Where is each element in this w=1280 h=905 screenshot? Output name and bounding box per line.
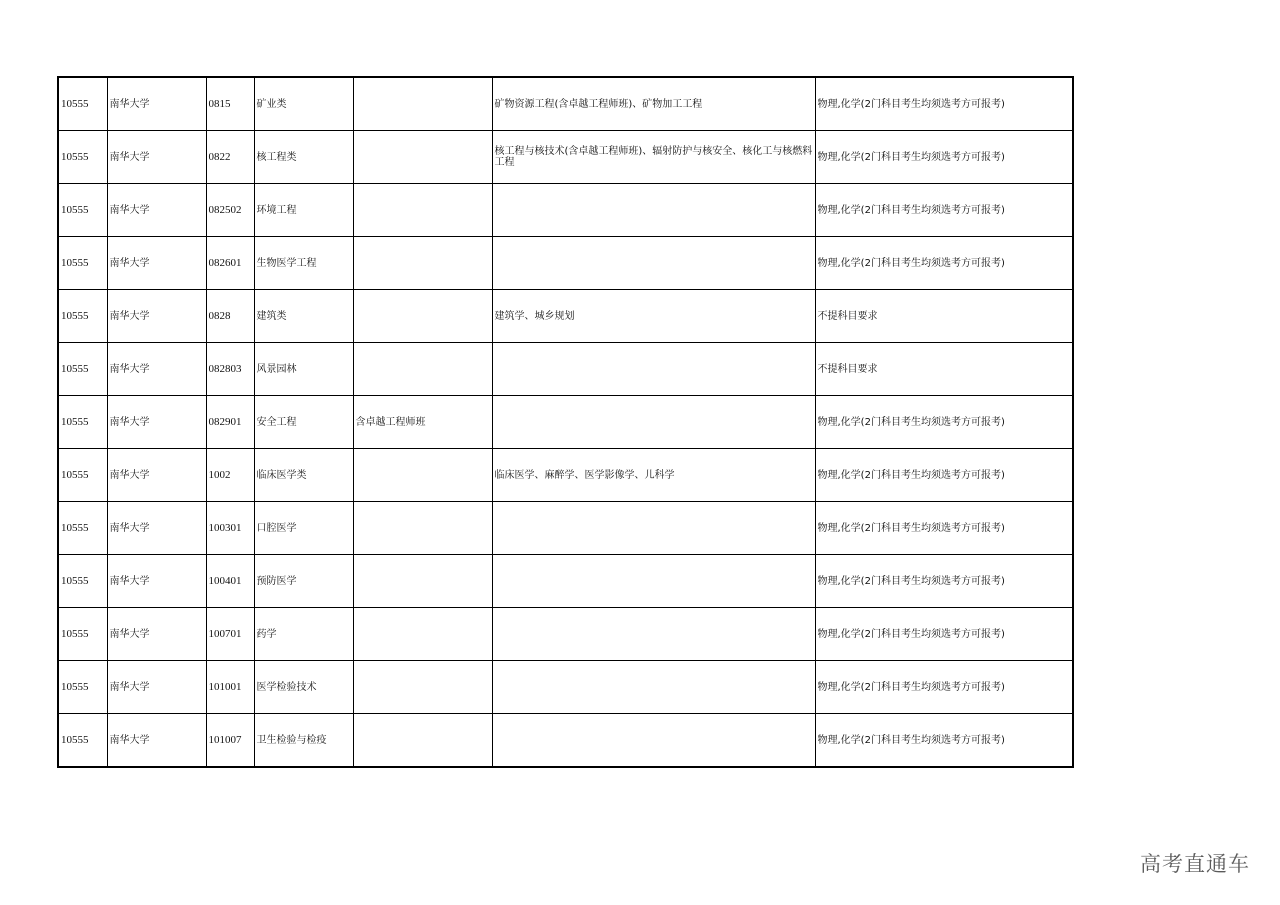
table-row	[58, 184, 1073, 237]
watermark-text: 高考直通车	[1140, 852, 1250, 876]
major-name-cell: 核工程类	[254, 131, 353, 184]
subject-requirement-cell: 物理,化学(2门科目考生均须选考方可报考)	[815, 396, 1073, 449]
included-majors-cell	[492, 184, 815, 237]
included-majors-cell	[492, 555, 815, 608]
school-code-cell: 10555	[58, 661, 107, 714]
major-name-cell: 生物医学工程	[254, 237, 353, 290]
table-row	[58, 396, 1073, 449]
school-name-cell: 南华大学	[107, 131, 206, 184]
school-name-cell: 南华大学	[107, 502, 206, 555]
note-cell	[353, 502, 492, 555]
major-code-cell: 082803	[206, 343, 254, 396]
major-code-cell: 082502	[206, 184, 254, 237]
major-code-cell: 0822	[206, 131, 254, 184]
subject-requirement-cell: 物理,化学(2门科目考生均须选考方可报考)	[815, 237, 1073, 290]
subject-requirement-cell: 物理,化学(2门科目考生均须选考方可报考)	[815, 502, 1073, 555]
table-row	[58, 502, 1073, 555]
table-row	[58, 714, 1073, 768]
included-majors-cell	[492, 396, 815, 449]
school-code-cell: 10555	[58, 77, 107, 131]
major-name-cell: 安全工程	[254, 396, 353, 449]
table-row	[58, 131, 1073, 184]
included-majors-cell: 核工程与核技术(含卓越工程师班)、辐射防护与核安全、核化工与核燃料工程	[492, 131, 815, 184]
table-row	[58, 290, 1073, 343]
note-cell	[353, 290, 492, 343]
major-code-cell: 0828	[206, 290, 254, 343]
school-code-cell: 10555	[58, 343, 107, 396]
table-row	[58, 555, 1073, 608]
school-name-cell: 南华大学	[107, 77, 206, 131]
subject-requirement-cell: 物理,化学(2门科目考生均须选考方可报考)	[815, 131, 1073, 184]
included-majors-cell: 临床医学、麻醉学、医学影像学、儿科学	[492, 449, 815, 502]
major-code-cell: 1002	[206, 449, 254, 502]
note-cell	[353, 555, 492, 608]
major-name-cell: 预防医学	[254, 555, 353, 608]
school-code-cell: 10555	[58, 608, 107, 661]
note-cell	[353, 184, 492, 237]
note-cell	[353, 449, 492, 502]
major-code-cell: 100401	[206, 555, 254, 608]
school-code-cell: 10555	[58, 290, 107, 343]
note-cell	[353, 661, 492, 714]
subject-requirement-cell: 不提科目要求	[815, 343, 1073, 396]
school-code-cell: 10555	[58, 555, 107, 608]
note-cell	[353, 714, 492, 768]
school-name-cell: 南华大学	[107, 237, 206, 290]
major-name-cell: 建筑类	[254, 290, 353, 343]
major-code-cell: 101007	[206, 714, 254, 768]
school-name-cell: 南华大学	[107, 661, 206, 714]
major-name-cell: 医学检验技术	[254, 661, 353, 714]
school-name-cell: 南华大学	[107, 396, 206, 449]
note-cell: 含卓越工程师班	[353, 396, 492, 449]
note-cell	[353, 343, 492, 396]
school-name-cell: 南华大学	[107, 608, 206, 661]
major-code-cell: 082601	[206, 237, 254, 290]
table-row	[58, 343, 1073, 396]
table-row	[58, 608, 1073, 661]
included-majors-cell: 建筑学、城乡规划	[492, 290, 815, 343]
subject-requirement-cell: 物理,化学(2门科目考生均须选考方可报考)	[815, 714, 1073, 768]
subject-requirement-cell: 物理,化学(2门科目考生均须选考方可报考)	[815, 555, 1073, 608]
major-name-cell: 临床医学类	[254, 449, 353, 502]
included-majors-cell	[492, 237, 815, 290]
table-body	[58, 77, 1073, 767]
school-code-cell: 10555	[58, 237, 107, 290]
subject-requirement-cell: 物理,化学(2门科目考生均须选考方可报考)	[815, 77, 1073, 131]
school-name-cell: 南华大学	[107, 555, 206, 608]
major-name-cell: 矿业类	[254, 77, 353, 131]
major-code-cell: 0815	[206, 77, 254, 131]
subject-requirement-cell: 物理,化学(2门科目考生均须选考方可报考)	[815, 608, 1073, 661]
subject-requirement-cell: 不提科目要求	[815, 290, 1073, 343]
included-majors-cell	[492, 714, 815, 768]
included-majors-cell	[492, 608, 815, 661]
table-row	[58, 449, 1073, 502]
included-majors-cell	[492, 343, 815, 396]
subject-requirement-cell: 物理,化学(2门科目考生均须选考方可报考)	[815, 184, 1073, 237]
table-row	[58, 661, 1073, 714]
school-name-cell: 南华大学	[107, 290, 206, 343]
table-row	[58, 237, 1073, 290]
included-majors-cell	[492, 661, 815, 714]
subject-requirement-cell: 物理,化学(2门科目考生均须选考方可报考)	[815, 661, 1073, 714]
note-cell	[353, 237, 492, 290]
major-name-cell: 药学	[254, 608, 353, 661]
school-code-cell: 10555	[58, 502, 107, 555]
included-majors-cell	[492, 502, 815, 555]
subject-requirements-table	[57, 76, 1074, 768]
major-name-cell: 卫生检验与检疫	[254, 714, 353, 768]
school-code-cell: 10555	[58, 131, 107, 184]
school-name-cell: 南华大学	[107, 714, 206, 768]
school-code-cell: 10555	[58, 714, 107, 768]
major-code-cell: 082901	[206, 396, 254, 449]
note-cell	[353, 77, 492, 131]
school-code-cell: 10555	[58, 396, 107, 449]
school-code-cell: 10555	[58, 184, 107, 237]
school-name-cell: 南华大学	[107, 449, 206, 502]
major-name-cell: 口腔医学	[254, 502, 353, 555]
school-name-cell: 南华大学	[107, 343, 206, 396]
major-code-cell: 100701	[206, 608, 254, 661]
table-row	[58, 77, 1073, 131]
major-name-cell: 环境工程	[254, 184, 353, 237]
subject-requirement-cell: 物理,化学(2门科目考生均须选考方可报考)	[815, 449, 1073, 502]
major-name-cell: 风景园林	[254, 343, 353, 396]
major-code-cell: 101001	[206, 661, 254, 714]
note-cell	[353, 131, 492, 184]
school-name-cell: 南华大学	[107, 184, 206, 237]
included-majors-cell: 矿物资源工程(含卓越工程师班)、矿物加工工程	[492, 77, 815, 131]
note-cell	[353, 608, 492, 661]
major-code-cell: 100301	[206, 502, 254, 555]
school-code-cell: 10555	[58, 449, 107, 502]
